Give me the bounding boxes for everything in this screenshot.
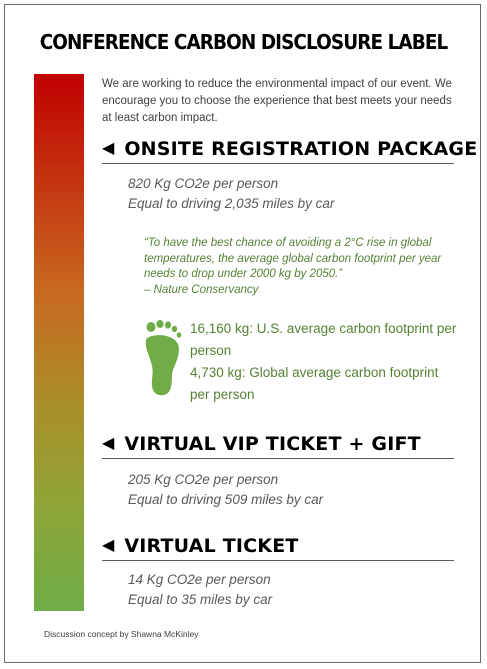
quote-source: – Nature Conservancy bbox=[144, 283, 259, 296]
page-title: CONFERENCE CARBON DISCLOSURE LABEL bbox=[39, 30, 448, 54]
section-onsite-details bbox=[128, 174, 458, 214]
section-onsite-header bbox=[102, 138, 478, 164]
footprint-icon bbox=[143, 320, 183, 398]
driving-equivalent: Equal to 35 miles by car bbox=[128, 592, 273, 607]
section-virtual-vip-details bbox=[128, 470, 458, 510]
global-average-footprint: 4,730 kg: Global average carbon footprint per person bbox=[190, 365, 439, 402]
left-arrow-icon: ◀ bbox=[102, 140, 115, 157]
left-arrow-icon: ◀ bbox=[102, 537, 115, 554]
driving-equivalent: Equal to driving 509 miles by car bbox=[128, 492, 324, 507]
section-virtual-header bbox=[102, 535, 454, 561]
credit-text: Discussion concept by Shawna McKinley bbox=[44, 629, 199, 639]
us-average-footprint: 16,160 kg: U.S. average carbon footprint per person bbox=[190, 321, 457, 358]
impact-gradient-bar bbox=[34, 74, 84, 611]
emissions-value: 820 Kg CO2e per person bbox=[128, 176, 279, 191]
conservancy-quote bbox=[144, 236, 459, 298]
section-virtual-vip-header bbox=[102, 433, 454, 459]
intro-text: We are working to reduce the environmental impact of our event. We encourage you to choose the experience that best meets your needs at least carbon impact. bbox=[102, 78, 452, 124]
section-label: ONSITE REGISTRATION PACKAGE bbox=[124, 138, 478, 160]
section-label: VIRTUAL TICKET bbox=[124, 535, 299, 557]
footprint-comparison bbox=[190, 318, 460, 406]
driving-equivalent: Equal to driving 2,035 miles by car bbox=[128, 196, 335, 211]
emissions-value: 205 Kg CO2e per person bbox=[128, 472, 279, 487]
quote-text: “To have the best chance of avoiding a 2°C rise in global temperatures, the average global carbon footprint per year needs to drop under 2000 kg by 2050.” bbox=[144, 237, 442, 280]
section-virtual-details bbox=[128, 570, 458, 610]
left-arrow-icon: ◀ bbox=[102, 435, 115, 452]
section-label: VIRTUAL VIP TICKET + GIFT bbox=[124, 433, 421, 455]
emissions-value: 14 Kg CO2e per person bbox=[128, 572, 271, 587]
